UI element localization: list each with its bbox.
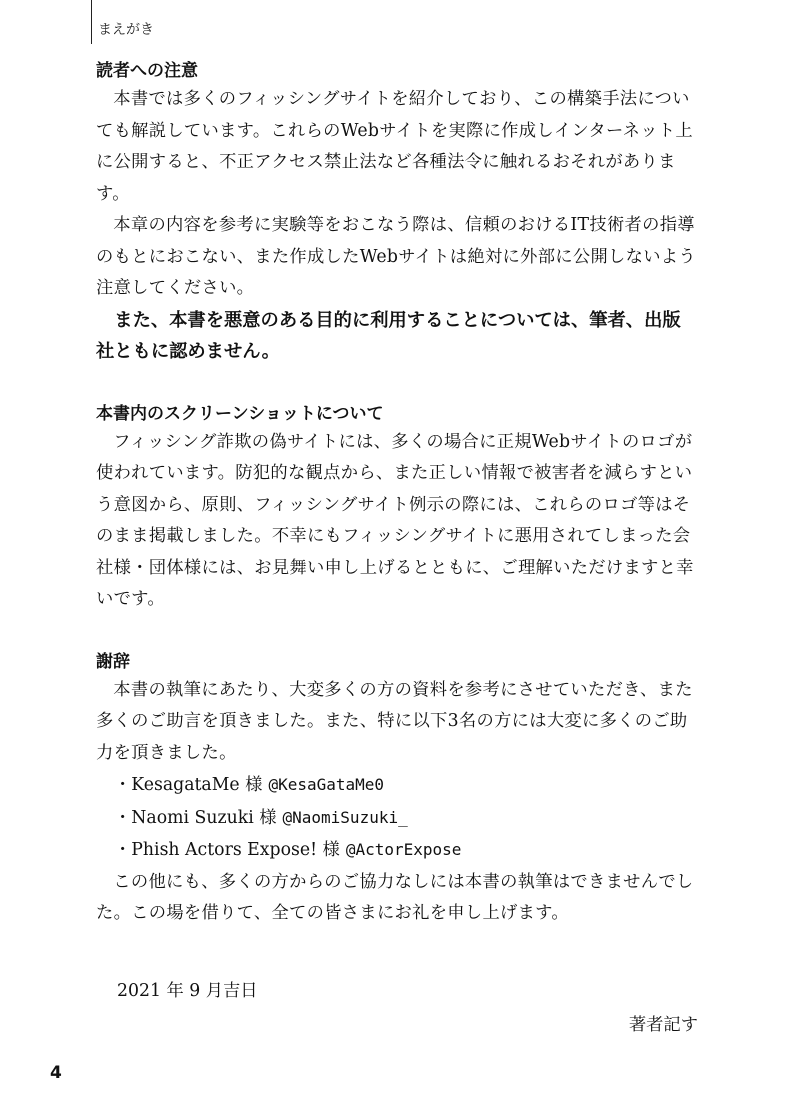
thanks-item bbox=[114, 802, 698, 835]
thanks-item bbox=[114, 834, 698, 867]
person-handle: @ActorExpose bbox=[345, 840, 462, 859]
person-name: ・KesagataMe 様 bbox=[114, 775, 263, 795]
thanks-list bbox=[96, 769, 698, 867]
chapter-label: まえがき bbox=[98, 22, 154, 38]
acknowledgments-section bbox=[96, 649, 698, 930]
notice-paragraph-1: 本書では多くのフィッシングサイトを紹介しており、この構築手法についても解説しています。これらのWebサイトを実際に作成しインターネット上に公開すると、不正アクセス禁止法など各種法令に触れるおそれがあります。 bbox=[96, 89, 693, 204]
page-body bbox=[96, 58, 698, 930]
person-name: ・Naomi Suzuki 様 bbox=[114, 807, 277, 828]
acknowledgments-intro: 本書の執筆にあたり、大変多くの方の資料を参考にさせていただき、また多くのご助言を頂きました。また、特に以下3名の方には大変に多くのご助力を頂きました。 bbox=[96, 679, 693, 763]
notice-heading: 読者への注意 bbox=[96, 61, 198, 81]
section-spacer bbox=[96, 616, 698, 649]
acknowledgments-heading: 謝辞 bbox=[96, 651, 130, 672]
page-number: 4 bbox=[50, 1063, 62, 1083]
date-line: 2021 年 9 月吉日 bbox=[117, 981, 258, 1001]
section-spacer bbox=[96, 368, 698, 401]
notice-paragraph-2: 本章の内容を参考に実験等をおこなう際は、信頼のおけるIT技術者の指導のもとにおこない、また作成したWebサイトは絶対に外部に公開しないよう注意してください。 bbox=[96, 215, 696, 298]
person-name: ・Phish Actors Expose! 様 bbox=[114, 840, 340, 860]
screenshots-heading: 本書内のスクリーンショットについて bbox=[96, 403, 384, 424]
screenshots-paragraph: フィッシング詐欺の偽サイトには、多くの場合に正規Webサイトのロゴが使われています。防犯的な観点から、また正しい情報で被害者を減らすという意図から、原則、フィッシングサイト例示の際には、これらのロゴ等はそのまま掲載しました。不幸にもフィッシングサイトに悪用されてしまった会社様・団体様には、お見舞い申し上げるとともに、ご理解いただけますと幸いです。 bbox=[96, 431, 694, 609]
author-signature: 著者記す bbox=[628, 1015, 698, 1035]
person-handle: @KesaGataMe0 bbox=[268, 775, 385, 794]
acknowledgments-closing: この他にも、多くの方からのご協力なしには本書の執筆はできませんでした。この場を借りて、全ての皆さまにお礼を申し上げます。 bbox=[96, 871, 694, 923]
screenshots-section bbox=[96, 401, 698, 616]
notice-section bbox=[96, 58, 698, 368]
person-handle: @NaomiSuzuki_ bbox=[282, 807, 408, 827]
thanks-item bbox=[114, 769, 698, 802]
notice-warning: また、本書を悪意のある目的に利用することについては、筆者、出版社ともに認めません。 bbox=[96, 309, 681, 362]
header-rule bbox=[91, 0, 92, 44]
